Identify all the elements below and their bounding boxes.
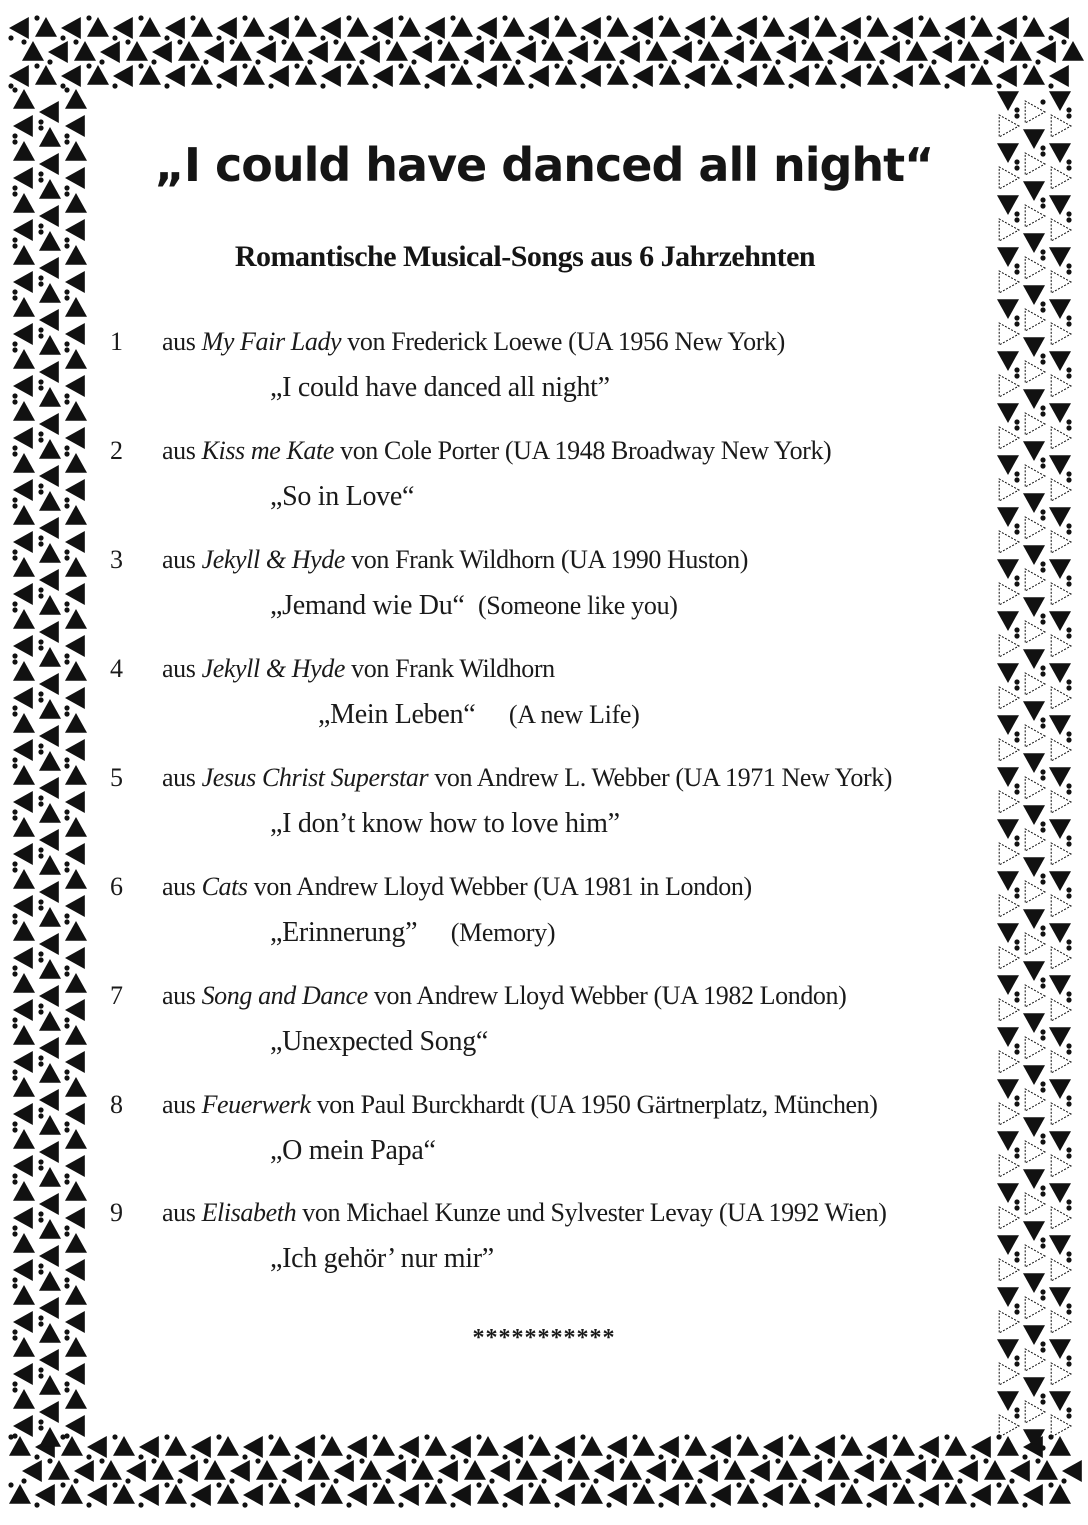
work-title: Jekyll & Hyde [201, 654, 346, 683]
song-number: 1 [110, 327, 123, 356]
song-source: aus Jesus Christ Superstar von Andrew L. Webber (UA 1971 New York) [162, 763, 893, 792]
work-title: Song and Dance [201, 981, 368, 1010]
work-title: Kiss me Kate [201, 436, 334, 465]
song-title: „Unexpected Song“ [270, 1026, 489, 1057]
song-number: 9 [110, 1198, 123, 1227]
song-title: „I don’t know how to love him” [270, 808, 620, 839]
song-number: 5 [110, 763, 123, 792]
song-number: 3 [110, 545, 123, 574]
song-translation: (A new Life) [508, 700, 640, 729]
work-title: Cats [201, 872, 248, 901]
song-number: 4 [110, 654, 123, 683]
song-translation: (Memory) [450, 918, 556, 947]
separator-stars: *********** [472, 1325, 616, 1351]
page-title: „I could have danced all night“ [154, 138, 934, 192]
song-title: „O mein Papa“ [270, 1135, 436, 1166]
song-source: aus Jekyll & Hyde von Frank Wildhorn [162, 654, 555, 683]
song-title: „I could have danced all night” [270, 372, 610, 403]
song-number: 7 [110, 981, 123, 1010]
song-number: 2 [110, 436, 123, 465]
song-title: „So in Love“ [270, 481, 415, 512]
song-number: 8 [110, 1090, 123, 1119]
work-title: My Fair Lady [201, 327, 342, 356]
song-title: „Ich gehör’ nur mir” [270, 1243, 494, 1274]
page-subtitle: Romantische Musical-Songs aus 6 Jahrzehnten [234, 240, 816, 273]
song-number: 6 [110, 872, 123, 901]
song-source: aus Jekyll & Hyde von Frank Wildhorn (UA 1990 Huston) [162, 545, 749, 574]
song-title: „Mein Leben“ (A new Life) [318, 699, 640, 730]
song-source: aus Feuerwerk von Paul Burckhardt (UA 1950 Gärtnerplatz, München) [162, 1090, 878, 1119]
work-title: Jekyll & Hyde [201, 545, 346, 574]
song-source: aus Kiss me Kate von Cole Porter (UA 1948 Broadway New York) [162, 436, 832, 465]
work-title: Elisabeth [201, 1198, 297, 1227]
work-title: Feuerwerk [201, 1090, 311, 1119]
song-source: aus Song and Dance von Andrew Lloyd Webber (UA 1982 London) [162, 981, 847, 1010]
song-title: „Jemand wie Du“ (Someone like you) [270, 590, 678, 621]
song-source: aus My Fair Lady von Frederick Loewe (UA 1956 New York) [162, 327, 785, 356]
song-translation: (Someone like you) [477, 591, 678, 620]
song-source: aus Elisabeth von Michael Kunze und Sylvester Levay (UA 1992 Wien) [162, 1198, 887, 1227]
song-source: aus Cats von Andrew Lloyd Webber (UA 1981 in London) [162, 872, 752, 901]
work-title: Jesus Christ Superstar [201, 763, 429, 792]
song-title: „Erinnerung” (Memory) [270, 917, 556, 948]
